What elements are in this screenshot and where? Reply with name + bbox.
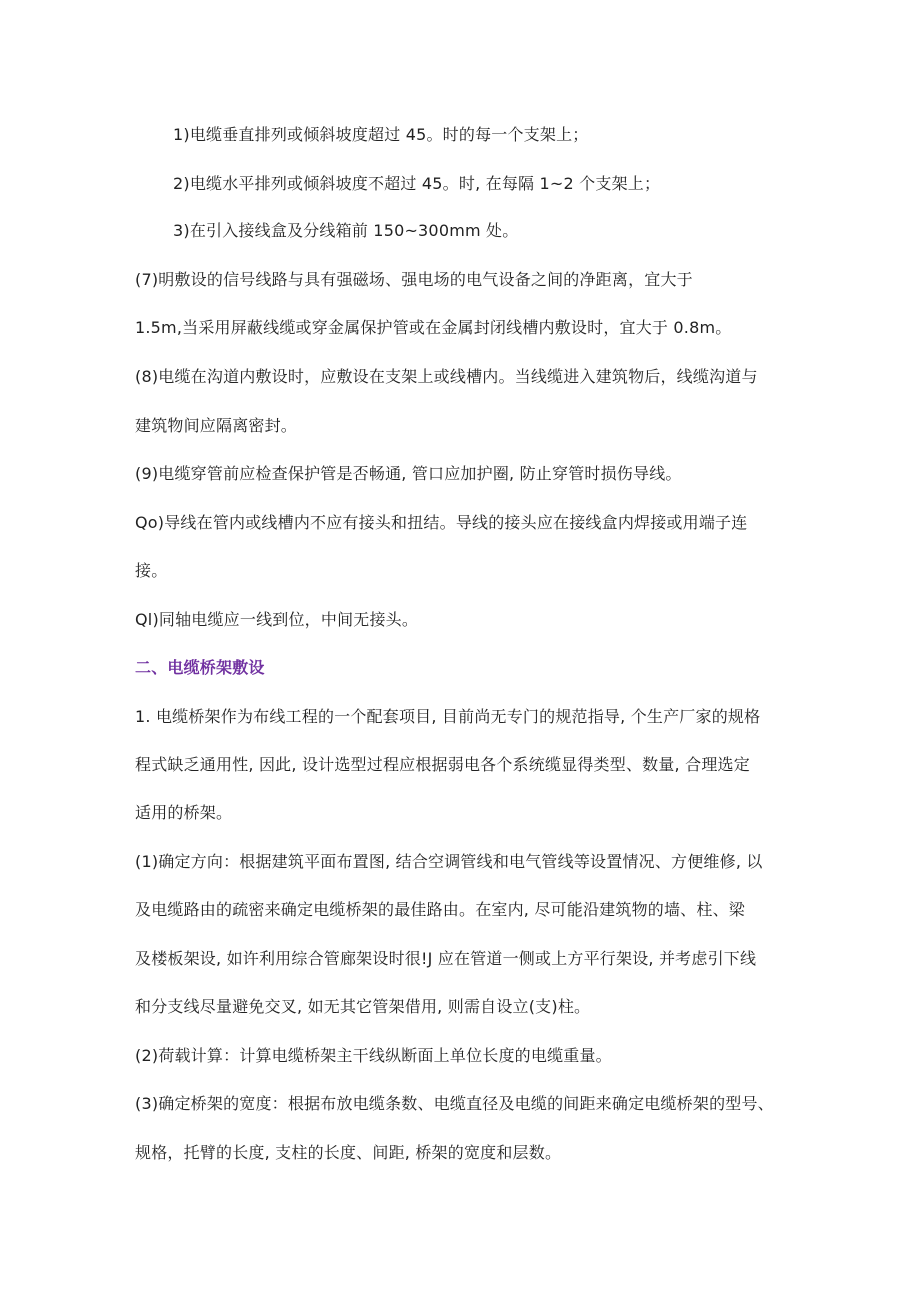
list-item-3: 3)在引入接线盒及分线箱前 150~300mm 处。: [173, 221, 519, 240]
paragraph-1-line-2: 程式缺乏通用性, 因此, 设计选型过程应根据弱电各个系统缆显得类型、数量, 合理选定: [135, 755, 750, 774]
list-item-1: 1)电缆垂直排列或倾斜坡度超过 45。时的每一个支架上；: [173, 125, 589, 144]
item-1-line-3: 及楼板架设, 如许利用综合管廊架设时很!J 应在管道一侧或上方平行架设, 并考虑引下线: [135, 949, 757, 968]
list-item-2: 2)电缆水平排列或倾斜坡度不超过 45。时, 在每隔 1~2 个支架上；: [173, 174, 661, 193]
paragraph-10-line-2: 接。: [135, 561, 168, 580]
item-1-line-4: 和分支线尽量避免交叉, 如无其它管架借用, 则需自设立(支)柱。: [135, 997, 591, 1016]
paragraph-7-line-1: (7)明敷设的信号线路与具有强磁场、强电场的电气设备之间的净距离，宜大于: [135, 270, 693, 289]
section-heading: 二、电缆桥架敷设: [135, 658, 265, 677]
item-2: (2)荷载计算：计算电缆桥架主干线纵断面上单位长度的电缆重量。: [135, 1046, 612, 1065]
paragraph-11: Ql)同轴电缆应一线到位，中间无接头。: [135, 610, 419, 629]
item-3-line-2: 规格，托臂的长度, 支柱的长度、间距, 桥架的宽度和层数。: [135, 1143, 562, 1162]
paragraph-9: (9)电缆穿管前应检查保护管是否畅通, 管口应加护圈, 防止穿管时损伤导线。: [135, 464, 682, 483]
paragraph-8-line-2: 建筑物间应隔离密封。: [135, 416, 298, 435]
item-1-line-1: (1)确定方向：根据建筑平面布置图, 结合空调管线和电气管线等设置情况、方便维修, 以: [135, 852, 763, 871]
paragraph-1-line-1: 1. 电缆桥架作为布线工程的一个配套项目, 目前尚无专门的规范指导, 个生产厂家的规格: [135, 707, 761, 726]
item-3-line-1: (3)确定桥架的宽度：根据布放电缆条数、电缆直径及电缆的间距来确定电缆桥架的型号、: [135, 1094, 774, 1113]
paragraph-1-line-3: 适用的桥架。: [135, 803, 233, 822]
item-1-line-2: 及电缆路由的疏密来确定电缆桥架的最佳路由。在室内, 尽可能沿建筑物的墙、柱、梁: [135, 900, 745, 919]
paragraph-8-line-1: (8)电缆在沟道内敷设时，应敷设在支架上或线槽内。当线缆进入建筑物后，线缆沟道与: [135, 367, 758, 386]
paragraph-10-line-1: Qo)导线在管内或线槽内不应有接头和扭结。导线的接头应在接线盒内焊接或用端子连: [135, 513, 748, 532]
paragraph-7-line-2: 1.5m,当采用屏蔽线缆或穿金属保护管或在金属封闭线槽内敷设时，宜大于 0.8m。: [135, 318, 732, 337]
